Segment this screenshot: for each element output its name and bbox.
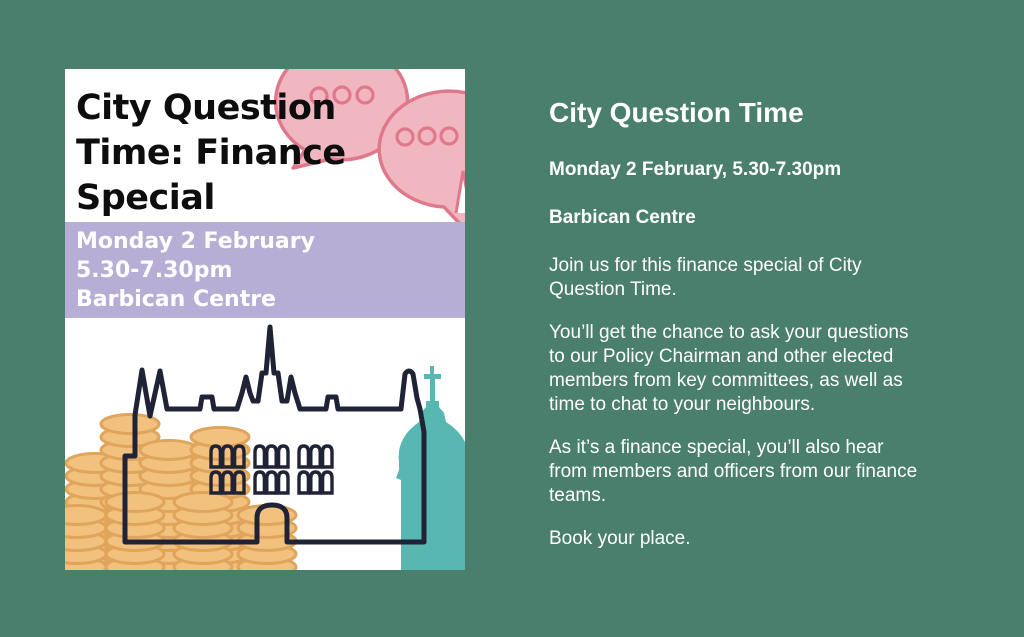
poster-title-line: City Question [76,88,336,128]
text-line: You’ll get the chance to ask your questions [549,322,909,343]
text-line: to our Policy Chairman and other elected [549,346,894,367]
band-time-line: 5.30-7.30pm [76,258,233,283]
text-line: time to chat to your neighbours. [549,394,816,415]
event-datetime: Monday 2 February, 5.30-7.30pm [549,159,842,180]
text-line: Book your place. [549,528,691,549]
poster-title [76,86,346,221]
poster-title-line: Special [76,178,215,218]
event-description-paragraph [549,254,979,302]
poster-top-section [65,69,465,222]
st-pauls-dome-icon [396,366,465,570]
text-line: As it’s a finance special, you’ll also hear [549,437,884,458]
poster-title-line: Time: Finance [76,133,346,173]
book-your-place-text [549,527,979,551]
text-line: Join us for this finance special of City [549,255,862,276]
event-venue: Barbican Centre [549,207,696,228]
event-details-band [65,222,465,318]
event-description-paragraph [549,321,979,417]
text-line: members from key committees, as well as [549,370,903,391]
text-line: from members and officers from our finance [549,461,918,482]
text-line: teams. [549,485,607,506]
band-venue-line: Barbican Centre [76,287,276,312]
city-finance-illustration [65,318,465,570]
text-line: Question Time. [549,279,677,300]
poster-illustration-section [65,318,465,570]
event-description-paragraph [549,436,979,508]
page-title: City Question Time [549,97,804,128]
event-poster [65,69,465,570]
band-date-line: Monday 2 February [76,229,315,254]
event-details-column [549,96,979,570]
